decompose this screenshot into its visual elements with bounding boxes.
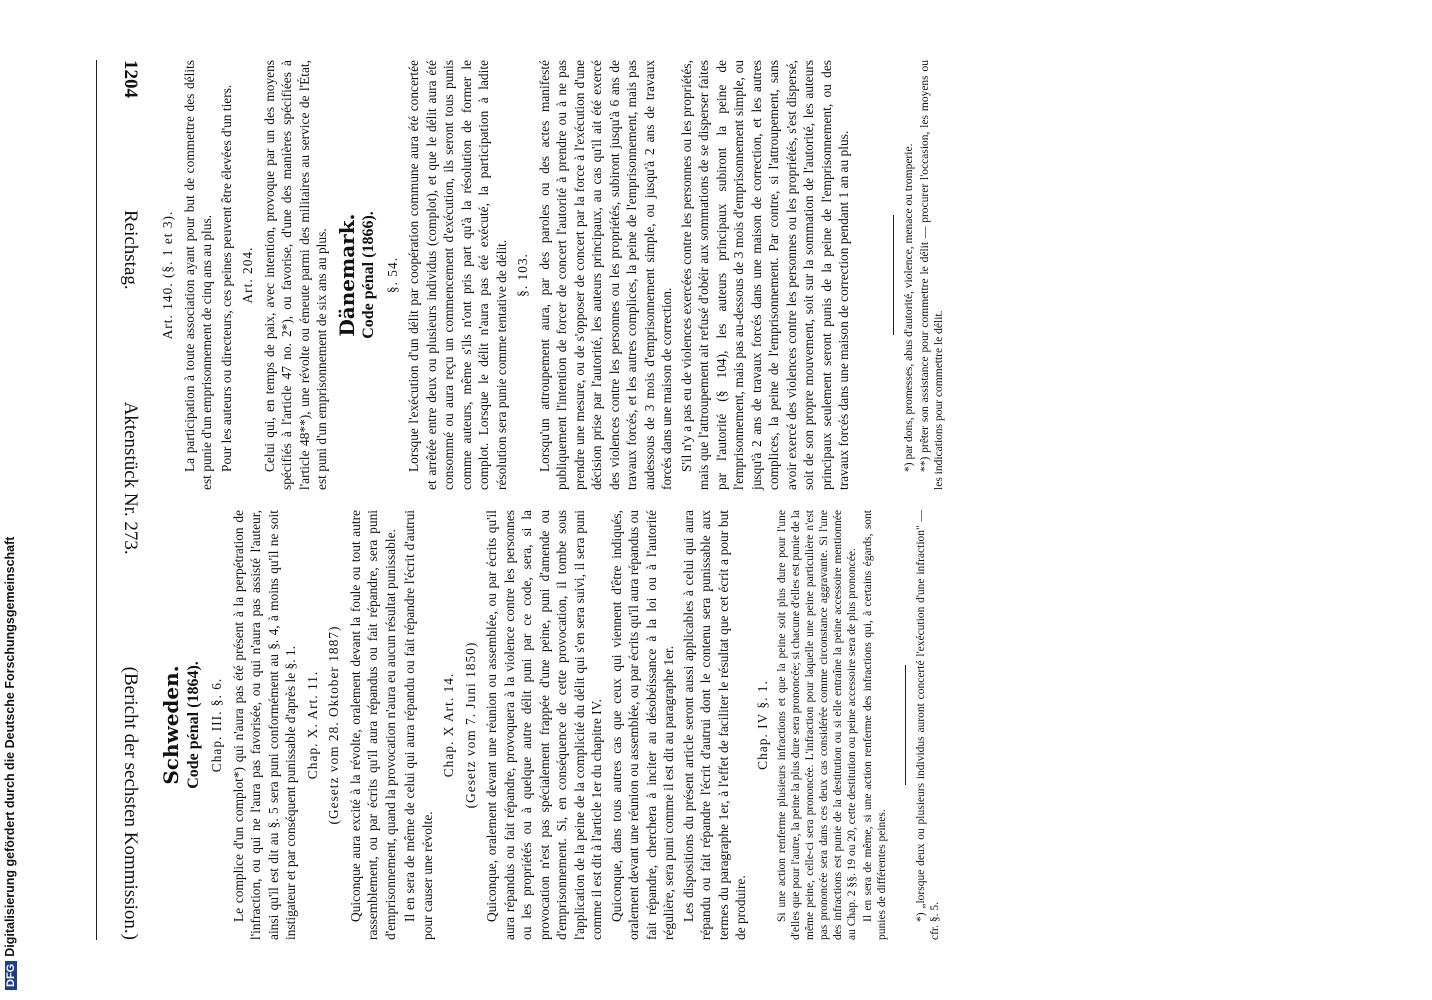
paragraph: Celui qui, en temps de paix, avec intention, provoque par un des moyens spécifiés à l'article 47 no. 2*), ou favorise, d'une des manières spécifiées à l'article 48**), une révolte ou émeute parmi des militaires au service de l'État, est puni d'un emprisonnement de six ans au plus. (261, 60, 329, 490)
paragraph: La participation à toute association ayant pour but de commettre des délits est punie d'un emprisonnement de cinq ans au plus. (181, 60, 214, 490)
chapter-heading: Chap. III. §. 6. (208, 677, 224, 773)
footnote-rule (892, 215, 893, 335)
right-column (155, 510, 1415, 940)
paragraph: Les dispositions du présent article seront aussi applicables à celui qui aura répandu ou fait répandre l'écrit d'autrui dont le contenu sera punissable aux termes du paragraphe 1er, à l'effet de faciliter le résultat que cet écrit a pour but de produire. (680, 510, 748, 940)
footnote: *) par dons, promesses, abus d'autorité, violence, menace ou tromperie. (902, 143, 914, 472)
law-reference: (Gesetz vom 7. Juni 1850) (462, 641, 477, 809)
paragraph: Quiconque, dans tous autres cas que ceux qui viennent d'être indiqués, oralement devant une réunion ou assemblée, ou par écrits qu'il aura répandus ou fait répandre, cherchera à inciter au désobéissance à la loi ou à l'autorité régulière, sera puni comme il est dit au paragraphe 1er. (608, 510, 676, 940)
chapter-heading: Chap. IV §. 1. (754, 680, 769, 770)
paragraph: Quiconque, oralement devant une réunion ou assemblée, ou par écrits qu'il aura répandus ou fait répandre, provoquera à la violence contre les personnes ou les propriétés ou à quelque autre délit puni par ce code, sera, si la provocation n'est pas spécialement frappée d'une peine, puni d'amende ou d'emprisonnement. Si, en conséquence de cette provocation, il tombe sous l'application de la peine de la complicité du délit qui s'en sera suivi, il sera puni comme il est dit à l'article 1er du chapitre IV. (483, 510, 604, 940)
paragraph: Quiconque aura excité à la révolte, oralement devant la foule ou tout autre rassemblement, ou par écrits qu'il aura répandus ou fait répandre, sera puni d'emprisonnement, quand la provocation n'aura eu aucun résultat punissable. (347, 510, 397, 940)
country-heading: Schweden. (158, 665, 183, 785)
publication-title: Reichstag. (119, 209, 141, 290)
paragraph: Si une action renferme plusieurs infractions et que la peine soit plus dure pour l'une d'elles que pour l'autre, la peine la plus dure sera prononcée; si chacune d'elles est punie de la même peine, celle-ci sera prononcée. L'infraction pour laquelle une peine particulière n'est pas prononcée sera dans ces deux cas considérée comme circonstance aggravante. Si l'une des infractions est punie de la destitution ou si elle entraîne la peine accessoire mentionnée au Chap. 2 §§. 19 ou 20, cette destitution ou peine accessoire sera de plus prononcée. (775, 510, 858, 940)
left-column (155, 60, 1415, 490)
paragraph: Pour les auteurs ou directeurs, ces peines peuvent être élevées d'un tiers. (218, 84, 233, 472)
footnote: *) „lorsque deux ou plusieurs individus auront concerté l'exécution d'une infraction" — cfr. §. 5. (914, 510, 941, 940)
paragraph: S'il n'y a pas eu de violences exercées contre les personnes ou les propriétés, mais que l'attroupement ait refusé d'obéir aux sommations de se disperser faites par l'autorité (§ 104), les auteurs principaux subiront la peine de l'emprisonnement, mais pas au-dessous de 3 mois d'emprisonnement simple, ou jusqu'à 2 ans de travaux forcés dans une maison de correction, et les autres complices, la peine de l'emprisonnement. Par contre, si l'attroupement, sans avoir exercé des violences contre les personnes ou les propriétés, s'est dispersé, soit de son propre mouvement, soit sur la sommation de l'autorité, les auteurs principaux seulement seront punis de la peine de l'emprisonnement, ou des travaux forcés dans une maison de correction pendant 1 an au plus. (678, 60, 851, 490)
article-heading: Art. 204. (239, 246, 255, 304)
code-heading: Code pénal (1866). (359, 211, 377, 339)
chapter-heading: Chap. X. Art. 11. (304, 670, 319, 780)
article-heading: Art. 140. (§. 1 et 3). (159, 210, 175, 340)
footer-credit-text: Digitalisierung gefördert durch die Deutsche Forschungsgemeinschaft (3, 536, 17, 957)
report-title: (Bericht der sechsten Kommission.) (119, 666, 141, 940)
dfg-logo: DFG (5, 961, 17, 990)
footnote-rule (905, 665, 906, 785)
code-heading: Code pénal (1864). (184, 661, 201, 789)
page-header (96, 60, 141, 940)
footer-credit (3, 10, 17, 990)
paragraph: Il en sera de même de celui qui aura répandu ou fait répandre l'écrit d'autrui pour causer une révolte. (401, 510, 434, 940)
paragraph: Le complice d'un complot*) qui n'aura pas été présent à la perpétration de l'infraction, ou qui ne l'aura pas favorisée, ou qui n'aura pas assisté l'auteur, ainsi qu'il est dit au §. 5 sera puni conformément au §. 4, à moins qu'il ne soit instigateur et par conséquent punissable d'après le §. 1. (230, 510, 298, 940)
section-heading: §. 54. (384, 256, 399, 294)
document-number: Aktenstück Nr. 273. (119, 401, 141, 555)
section-heading: §. 103. (514, 253, 530, 297)
paragraph: Il en sera de même, si une action renferme des infractions qui, à certains égards, sont punies de différentes peines. (861, 510, 888, 940)
footer-strip (0, 0, 22, 1000)
page-number: 1204 (119, 60, 141, 98)
law-reference: (Gesetz vom 28. Oktober 1887) (325, 625, 341, 825)
country-heading: Dänemark. (334, 213, 358, 337)
footnote: **) prêter son assistance pour commettre le délit — procurer l'occasion, les moyens ou les indications pour commettre le délit. (918, 60, 944, 490)
paragraph: Lorsque l'exécution d'un délit par coopération commune aura été concertée et arrêtée entre deux ou plusieurs individus (complot), et que le délit aura été consommé ou aura reçu un commencement d'exécution, ils seront tous punis comme auteurs, même s'ils n'ont pris part qu'à la résolution de former le complot. Lorsque le délit n'aura pas été exécuté, la participation à ladite résolution sera punie comme tentative de délit. (405, 60, 508, 490)
chapter-heading: Chap. X Art. 14. (440, 672, 456, 778)
paragraph: Lorsqu'un attroupement aura, par des paroles ou des actes manifesté publiquement l'intention de forcer de concert l'autorité à prendre ou à ne pas prendre une mesure, ou de s'opposer de concert par la force à l'exécution d'une décision prise par l'autorité, les auteurs principaux, au cas qu'il ait été exercé des violences contre les personnes ou les propriétés, subiront jusqu'à 6 ans de travaux forcés, et les autres complices, la peine de l'emprisonnement, mais pas audessous de 3 mois d'emprisonnement simple, ou jusqu'à 2 ans de travaux forcés dans une maison de correction. (536, 60, 674, 490)
